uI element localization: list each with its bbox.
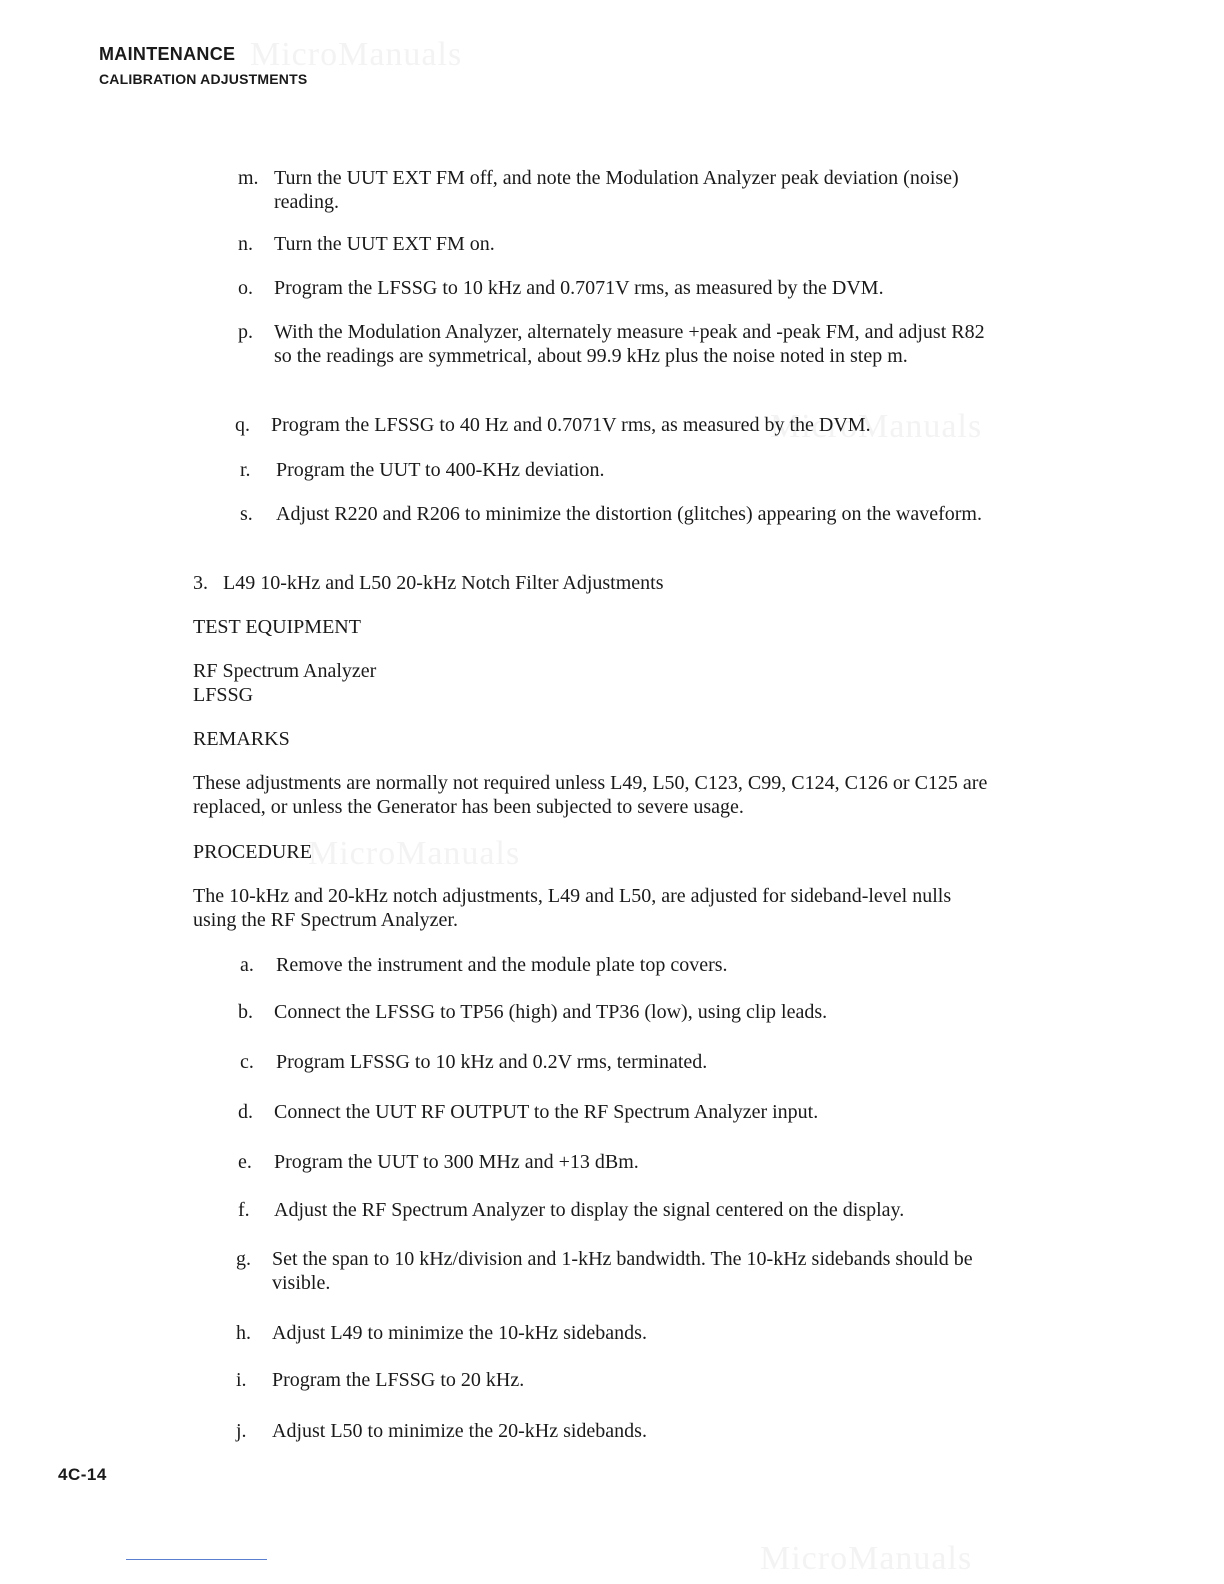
step-text: Adjust L50 to minimize the 20-kHz sidebands. — [272, 1420, 647, 1442]
step-letter: m. — [238, 167, 259, 189]
step-text: Connect the LFSSG to TP56 (high) and TP36 (low), using clip leads. — [274, 1001, 828, 1023]
step-letter: g. — [236, 1248, 251, 1270]
section-heading: 3. L49 10-kHz and L50 20-kHz Notch Filter Adjustments — [193, 572, 664, 594]
remarks-text: These adjustments are normally not required unless L49, L50, C123, C99, C124, C126 or C125 are replaced, or unless the Generator has been subjected to severe usage. — [193, 772, 988, 818]
watermark-text: MicroManuals — [308, 835, 521, 872]
step-letter: n. — [238, 233, 253, 255]
step-text: Adjust R220 and R206 to minimize the distortion (glitches) appearing on the waveform. — [276, 503, 982, 525]
step-text: Program the LFSSG to 10 kHz and 0.7071V rms, as measured by the DVM. — [274, 277, 884, 299]
step-text: Turn the UUT EXT FM on. — [274, 233, 495, 255]
step-text: Program the UUT to 400-KHz deviation. — [276, 459, 605, 481]
step-letter: d. — [238, 1101, 253, 1123]
step-text: Adjust L49 to minimize the 10-kHz sidebands. — [272, 1322, 647, 1344]
watermark-text: MicroManuals — [770, 408, 983, 445]
step-text: With the Modulation Analyzer, alternately measure +peak and -peak FM, and adjust R82 so the readings are symmetrical, about 99.9 kHz plus the noise noted in step m. — [274, 321, 985, 367]
step-text: Turn the UUT EXT FM off, and note the Modulation Analyzer peak deviation (noise) reading. — [274, 167, 959, 213]
step-text: Adjust the RF Spectrum Analyzer to display the signal centered on the display. — [274, 1199, 905, 1221]
step-letter: e. — [238, 1151, 252, 1173]
footer-rule — [126, 1559, 267, 1560]
remarks-label: REMARKS — [193, 728, 290, 750]
page-number: 4C-14 — [58, 1465, 107, 1484]
step-text: Program the LFSSG to 40 Hz and 0.7071V rms, as measured by the DVM. — [271, 414, 871, 436]
step-text: Set the span to 10 kHz/division and 1-kHz bandwidth. The 10-kHz sidebands should be visible. — [272, 1248, 973, 1294]
step-text: Remove the instrument and the module plate top covers. — [276, 954, 728, 976]
equipment-item: RF Spectrum Analyzer — [193, 660, 377, 682]
step-letter: f. — [238, 1199, 250, 1221]
step-letter: h. — [236, 1322, 251, 1344]
watermark-text: MicroManuals — [250, 36, 463, 73]
step-letter: r. — [240, 459, 251, 481]
step-text: Connect the UUT RF OUTPUT to the RF Spectrum Analyzer input. — [274, 1101, 819, 1123]
running-header-title: MAINTENANCE — [99, 44, 236, 64]
step-letter: p. — [238, 321, 253, 343]
step-letter: q. — [235, 414, 250, 436]
test-equipment-label: TEST EQUIPMENT — [193, 616, 361, 638]
step-letter: o. — [238, 277, 253, 299]
step-text: Program the UUT to 300 MHz and +13 dBm. — [274, 1151, 639, 1173]
step-letter: b. — [238, 1001, 253, 1023]
procedure-label: PROCEDURE — [193, 841, 312, 863]
procedure-text: The 10-kHz and 20-kHz notch adjustments, L49 and L50, are adjusted for sideband-level nulls using the RF Spectrum Analyzer. — [193, 885, 952, 931]
step-text: Program LFSSG to 10 kHz and 0.2V rms, terminated. — [276, 1051, 708, 1073]
step-letter: j. — [236, 1420, 247, 1442]
step-letter: i. — [236, 1369, 247, 1391]
step-letter: s. — [240, 503, 253, 525]
step-text: Program the LFSSG to 20 kHz. — [272, 1369, 525, 1391]
step-letter: a. — [240, 954, 254, 976]
watermark-text: MicroManuals — [760, 1540, 973, 1577]
equipment-item: LFSSG — [193, 684, 254, 706]
running-header-subtitle: CALIBRATION ADJUSTMENTS — [99, 71, 308, 87]
step-letter: c. — [240, 1051, 254, 1073]
